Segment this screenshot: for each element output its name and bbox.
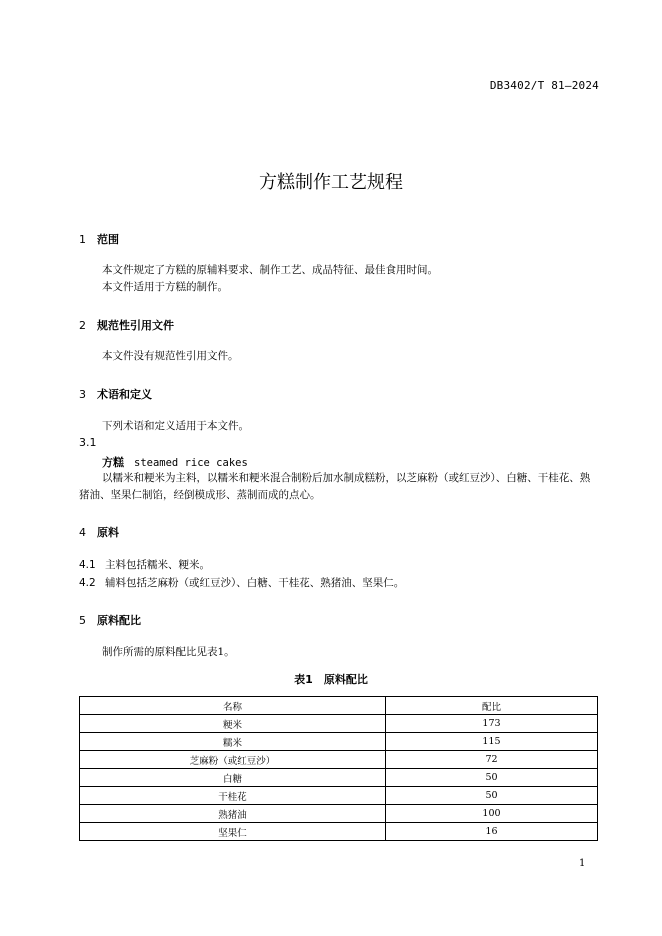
ingredient-ratio-table (79, 696, 598, 841)
table-header-ratio: 配比 (386, 697, 598, 715)
table-cell-ratio: 115 (386, 733, 598, 751)
table-cell-ratio: 100 (386, 805, 598, 823)
section-3-heading (79, 386, 152, 402)
table-cell-name: 干桂花 (80, 787, 386, 805)
section-title: 范围 (97, 233, 119, 246)
table-row (80, 805, 598, 823)
table-cell-name: 熟猪油 (80, 805, 386, 823)
table-cell-ratio: 16 (386, 823, 598, 841)
section-5-paragraph-1: 制作所需的原料配比见表1。 (102, 646, 235, 658)
table-cell-ratio: 173 (386, 715, 598, 733)
section-title: 原料配比 (97, 614, 141, 627)
section-2-paragraph-1: 本文件没有规范性引用文件。 (102, 350, 239, 362)
term-english: steamed rice cakes (134, 457, 248, 469)
table-row (80, 715, 598, 733)
section-title: 术语和定义 (97, 388, 152, 401)
section-1-paragraph-2: 本文件适用于方糕的制作。 (102, 281, 228, 293)
table-row (80, 787, 598, 805)
table-cell-name: 芝麻粉（或红豆沙） (80, 751, 386, 769)
table-cell-ratio: 72 (386, 751, 598, 769)
section-3-paragraph-1: 下列术语和定义适用于本文件。 (102, 420, 249, 432)
table-cell-ratio: 50 (386, 769, 598, 787)
section-number: 4 (79, 526, 86, 539)
term-definition: 以糯米和粳米为主料，以糯米和粳米混合制粉后加水制成糕粉，以芝麻粉（或红豆沙）、白糖、干桂花、熟猪油、坚果仁制馅，经倒模成形、蒸制而成的点心。 (79, 472, 591, 501)
section-number: 2 (79, 319, 86, 332)
section-title: 规范性引用文件 (97, 319, 174, 332)
table-caption: 表1 原料配比 (294, 673, 368, 686)
section-5-heading (79, 612, 141, 628)
table-cell-name: 粳米 (80, 715, 386, 733)
table-cell-name: 坚果仁 (80, 823, 386, 841)
table-header-row (80, 697, 598, 715)
document-id: DB3402/T 81—2024 (489, 79, 599, 92)
clause-text: 辅料包括芝麻粉（或红豆沙）、白糖、干桂花、熟猪油、坚果仁。 (105, 577, 405, 589)
term-entry (102, 454, 248, 470)
section-number: 1 (79, 233, 86, 246)
table-header-name: 名称 (80, 697, 386, 715)
clause-text: 主料包括糯米、粳米。 (105, 559, 210, 571)
clause-4-1 (79, 557, 210, 572)
document-title: 方糕制作工艺规程 (259, 172, 403, 193)
section-1-heading (79, 231, 119, 247)
table-row (80, 769, 598, 787)
clause-number: 4.2 (79, 577, 96, 589)
table-row (80, 823, 598, 841)
section-2-heading (79, 317, 174, 333)
section-4-heading (79, 524, 119, 540)
term-chinese: 方糕 (102, 456, 124, 469)
table-cell-ratio: 50 (386, 787, 598, 805)
section-number: 5 (79, 614, 86, 627)
clause-4-2 (79, 575, 404, 590)
table-cell-name: 白糖 (80, 769, 386, 787)
table-row (80, 751, 598, 769)
table-cell-name: 糯米 (80, 733, 386, 751)
table-row (80, 733, 598, 751)
term-number: 3.1 (79, 436, 97, 449)
section-title: 原料 (97, 526, 119, 539)
clause-number: 4.1 (79, 559, 96, 571)
page-number: 1 (579, 858, 586, 869)
section-1-paragraph-1: 本文件规定了方糕的原辅料要求、制作工艺、成品特征、最佳食用时间。 (102, 264, 438, 276)
section-number: 3 (79, 388, 86, 401)
